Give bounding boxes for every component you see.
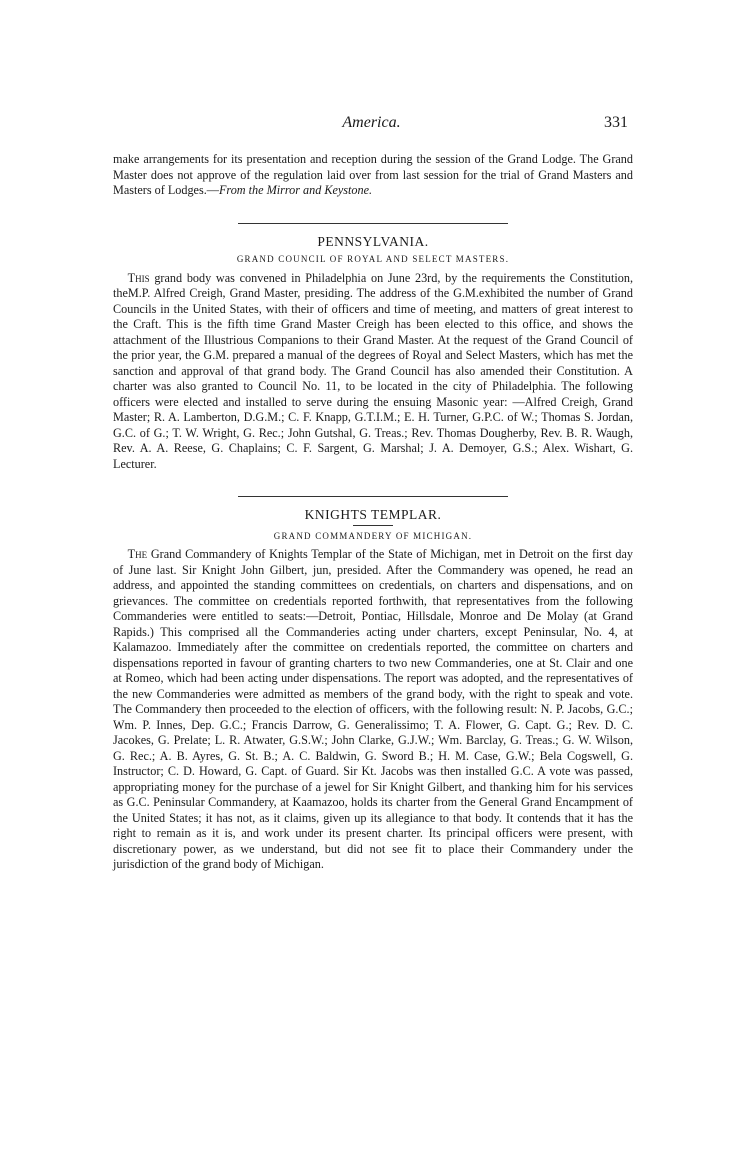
knights-text: Grand Commandery of Knights Templar of the State of Michigan, met in Detroit on the first day of June last. Sir Knight John Gilbert, jun, presided. After the Commandery was opened, he read an address, and appointed the standing committees on credentials, on charters and dispensations, and on grievances. The committee on credentials reported forthwith, that representatives from the following Commanderies were entitled to seats:—Detroit, Pontiac, Hillsdale, Monroe and De Molay (at Grand Rapids.) This comprised all the Commanderies acting under charters, except Peninsular, No. 4, at Kalamazoo. Immediately after the committee on credentials reported, the committee on charters and dispensations reported in favour of granting charters to two new Commanderies, one at St. Clair and one at Romeo, which had been acting under dispensations. The report was adopted, and the representatives of the new Commanderies were admitted as members of the grand body, with the right to speak and vote. The Commandery then proceeded to the election of officers, with the following result: N. P. Jacobs, G.C.; Wm. P. Innes, Dep. G.C.; Francis Darrow, G. Generalissimo; T. A. Flower, G. Capt. G.; Rev. D. C. Jacokes, G. Prelate; L. R. Atwater, G.S.W.; John Clarke, G.J.W.; Wm. Barclay, G. Treas.; G. W. Wilson, G. Rec.; A. B. Ayres, G. St. B.; A. C. Baldwin, G. Sword B.; H. M. Case, G.W.; Bela Cogswell, G. Instructor; C. D. Howard, G. Capt. of Guard. Sir Kt. Jacobs was then installed G.C. A vote was passed, appropriating money for the purchase of a jewel for Sir Knight Gilbert, and thanking him for his services as G.C. Peninsular Commandery, at Kaamazoo, holds its charter from the General Grand Encampment of the United States; it has not, as it claims, given up its allegiance to that body. It contends that it has the right to remain as it is, and work under its present charter. Its principal officers were present, with discretionary power, as we understand, but did not see fit to place their Commandery under the jurisdiction of the grand body of Michigan. — [113, 547, 633, 871]
intro-paragraph — [113, 152, 633, 199]
knights-subheading: GRAND COMMANDERY OF MICHIGAN. — [273, 530, 473, 541]
knights-lead: The — [127, 547, 148, 561]
knights-paragraph — [113, 547, 633, 873]
pennsylvania-lead: This — [127, 270, 150, 285]
knights-heading: KNIGHTS TEMPLAR. — [304, 507, 442, 522]
pennsylvania-text: grand body was convened in Philadelphia on June 23rd, by the requirements the Constitution, theM.P. Alfred Creigh, Grand Master, presiding. The address of the G.M.exhibited the number of Grand Councils in the United States, with their of officers and time of meeting, and matters of great interest to the Craft. This is the fifth time Grand Master Creigh has been elected to this office, and shows the attachment of the Illustrious Companions to their Grand Master. At the request of the Grand Council of the prior year, the G.M. prepared a manual of the degrees of Royal and Select Masters, which has met the sanction and approval of that grand body. The Grand Council has also amended their Constitution. A charter was also granted to Council No. 11, to be located in the city of Philadelphia. The following officers were elected and installed to serve during the ensuing Masonic year: —Alfred Creigh, Grand Master; R. A. Lamberton, D.G.M.; C. F. Knapp, G.T.I.M.; E. H. Turner, G.P.C. of W.; Thomas S. Jordan, G.C. of G.; T. W. Wright, G. Rec.; John Gutshal, G. Treas.; Rev. Thomas Dougherby, Rev. B. R. Waugh, Rev. A. A. Reese, G. Chaplains; C. F. Sargent, G. Marshal; J. A. Demoyer, G.S.; Alex. Wishart, G. Lecturer. — [113, 270, 633, 471]
running-head — [0, 114, 743, 138]
section-divider — [238, 496, 508, 497]
section-divider — [238, 223, 508, 224]
intro-text: make arrangements for its presentation and reception during the session of the Grand Lodge. The Grand Master does not approve of the regulation laid over from last session for the trial of Grand Masters and Masters of Lodges.— — [113, 152, 633, 197]
page-body — [113, 152, 633, 873]
pennsylvania-paragraph — [113, 271, 633, 473]
intro-source: From the Mirror and Keystone. — [218, 183, 373, 197]
page-number: 331 — [604, 114, 628, 131]
pennsylvania-subheading: GRAND COUNCIL OF ROYAL AND SELECT MASTERS. — [236, 254, 510, 264]
pennsylvania-heading: PENNSYLVANIA. — [317, 233, 429, 249]
heading-underline — [353, 525, 393, 526]
running-title: America. — [342, 114, 401, 131]
